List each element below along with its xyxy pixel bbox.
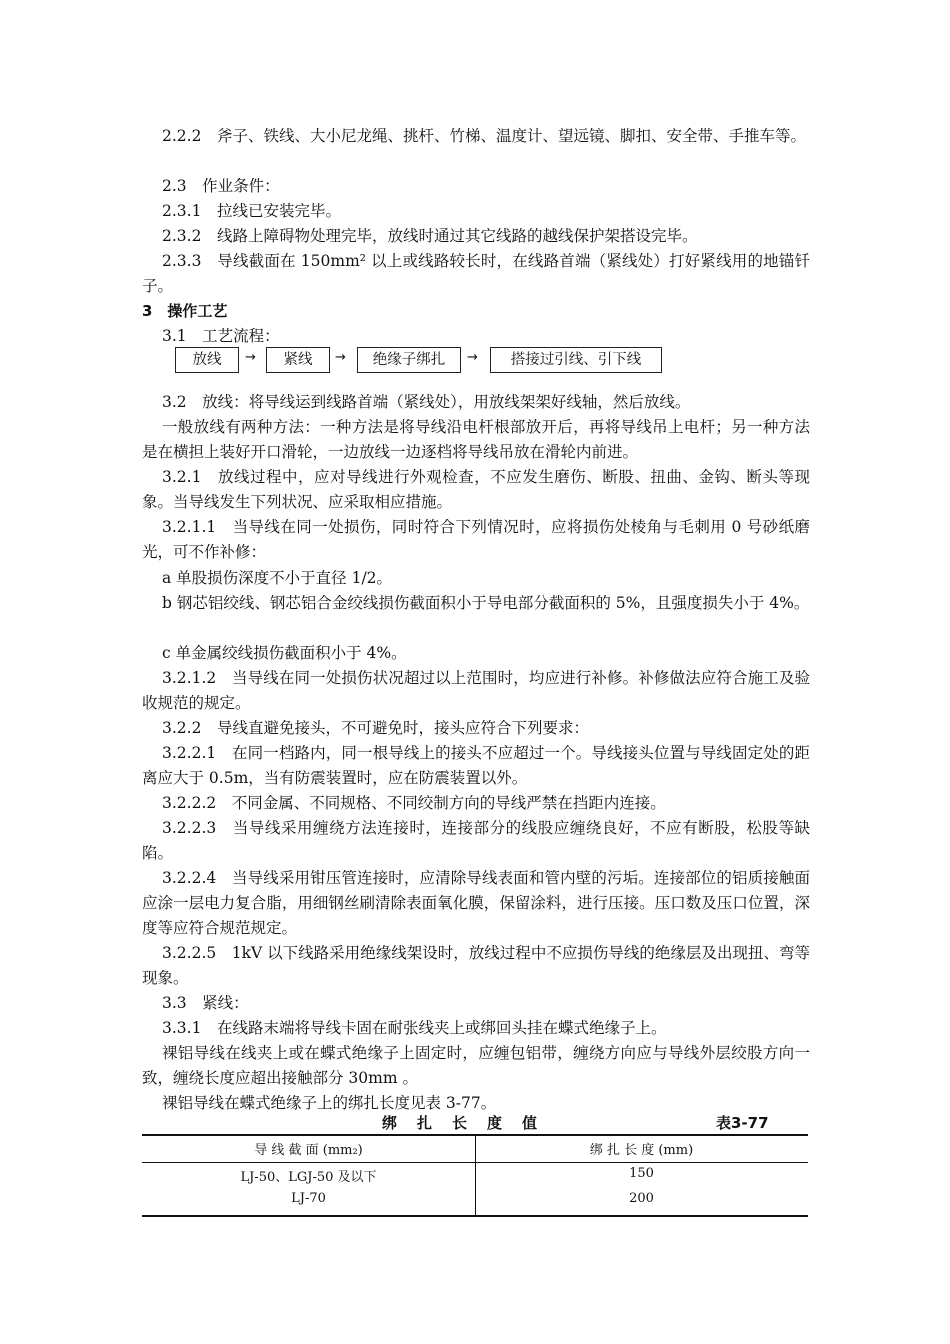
para-3-2-2-2: 3.2.2.2 不同金属、不同规格、不同绞制方向的导线严禁在挡距内连接。 xyxy=(162,794,666,812)
para-3-2-1-2: 3.2.1.2 当导线在同一处损伤状况超过以上范围时，均应进行补修。补修做法应符合施工及验收规范的规定。 xyxy=(142,669,810,712)
para-3-3-1: 3.3.1 在线路末端将导线卡固在耐张线夹上或绑回头挂在蝶式绝缘子上。 xyxy=(162,1019,667,1037)
para-3-1: 3.1 工艺流程： xyxy=(162,327,280,345)
flow-arrow-icon: → xyxy=(335,350,346,365)
para-2-3-3: 2.3.3 导线截面在 150mm² 以上或线路较长时，在线路首端（紧线处）打好紧线用的地锚钎子。 xyxy=(142,252,810,295)
para-wrapping: 裸铝导线在线夹上或在蝶式绝缘子上固定时，应缠包铝带，缠绕方向应与导线外层绞股方向一致，缠绕长度应超出接触部分 30mm 。 xyxy=(142,1044,810,1087)
item-c: c 单金属绞线损伤截面积小于 4%。 xyxy=(162,644,407,662)
para-methods: 一般放线有两种方法：一种方法是将导线沿电杆根部放开后，再将导线吊上电杆；另一种方法是在横担上装好开口滑轮，一边放线一边逐档将导线吊放在滑轮内前进。 xyxy=(142,418,810,461)
table-cell: 200 xyxy=(629,1191,654,1206)
table-number: 表3-77 xyxy=(716,1114,769,1132)
table-title: 绑扎长度值 xyxy=(382,1114,558,1132)
table-bottom-rule xyxy=(142,1215,808,1217)
table-header-cell: 导 线 截 面 (mm₂) xyxy=(254,1143,363,1158)
para-3-3: 3.3 紧线： xyxy=(162,994,249,1012)
para-table-ref: 裸铝导线在蝶式绝缘子上的绑扎长度见表 3-77。 xyxy=(162,1094,497,1112)
para-3-2-1-1: 3.2.1.1 当导线在同一处损伤，同时符合下列情况时，应将损伤处棱角与毛刺用 0 号砂纸磨光，可不作补修： xyxy=(142,518,810,561)
flow-step-1: 放线 xyxy=(175,347,239,373)
flow-step-2: 紧线 xyxy=(266,347,330,373)
section-heading-3: 3 操作工艺 xyxy=(142,302,228,320)
flow-arrow-icon: → xyxy=(467,350,478,365)
para-3-2-2-4: 3.2.2.4 当导线采用钳压管连接时，应清除导线表面和管内壁的污垢。连接部位的铝质接触面应涂一层电力复合脂，用细钢丝刷清除表面氧化膜，保留涂料，进行压接。压口数及压口位置，深度等应符合规范规定。 xyxy=(142,869,810,937)
item-b: b 钢芯铝绞线、钢芯铝合金绞线损伤截面积小于导电部分截面积的 5%，且强度损失小于 4%。 xyxy=(162,594,810,612)
table-cell: LJ-50、LGJ-50 及以下 xyxy=(240,1170,377,1185)
table-cell: 150 xyxy=(629,1166,654,1181)
para-2-3-2: 2.3.2 线路上障碍物处理完毕，放线时通过其它线路的越线保护架搭设完毕。 xyxy=(162,227,698,245)
table-header-cell: 绑 扎 长 度 (mm) xyxy=(589,1143,694,1158)
flow-arrow-icon: → xyxy=(245,350,256,365)
para-3-2-1: 3.2.1 放线过程中，应对导线进行外观检查，不应发生磨伤、断股、扭曲、金钩、断头等现象。当导线发生下列状况、应采取相应措施。 xyxy=(142,468,810,511)
flow-step-4: 搭接过引线、引下线 xyxy=(490,347,662,373)
table-cell: LJ-70 xyxy=(291,1191,326,1206)
para-3-2-2: 3.2.2 导线直避免接头，不可避免时，接头应符合下列要求： xyxy=(162,719,589,737)
flow-step-3: 绝缘子绑扎 xyxy=(357,347,461,373)
para-3-2-2-5: 3.2.2.5 1kV 以下线路采用绝缘线架设时，放线过程中不应损伤导线的绝缘层及出现扭、弯等现象。 xyxy=(142,944,810,987)
para-2-3: 2.3 作业条件： xyxy=(162,177,280,195)
item-a: a 单股损伤深度不小于直径 1/2。 xyxy=(162,569,393,587)
para-3-2-2-3: 3.2.2.3 当导线采用缠绕方法连接时，连接部分的线股应缠绕良好，不应有断股，松股等缺陷。 xyxy=(142,819,810,862)
para-3-2-2-1: 3.2.2.1 在同一档路内，同一根导线上的接头不应超过一个。导线接头位置与导线固定处的距离应大于 0.5m，当有防震装置时，应在防震装置以外。 xyxy=(142,744,810,787)
para-2-3-1: 2.3.1 拉线已安装完毕。 xyxy=(162,202,341,220)
table-column-divider xyxy=(475,1134,476,1216)
para-2-2-2: 2.2.2 斧子、铁线、大小尼龙绳、挑杆、竹梯、温度计、望远镜、脚扣、安全带、手推车等。 xyxy=(162,127,806,145)
para-3-2: 3.2 放线：将导线运到线路首端（紧线处），用放线架架好线轴，然后放线。 xyxy=(162,393,691,411)
